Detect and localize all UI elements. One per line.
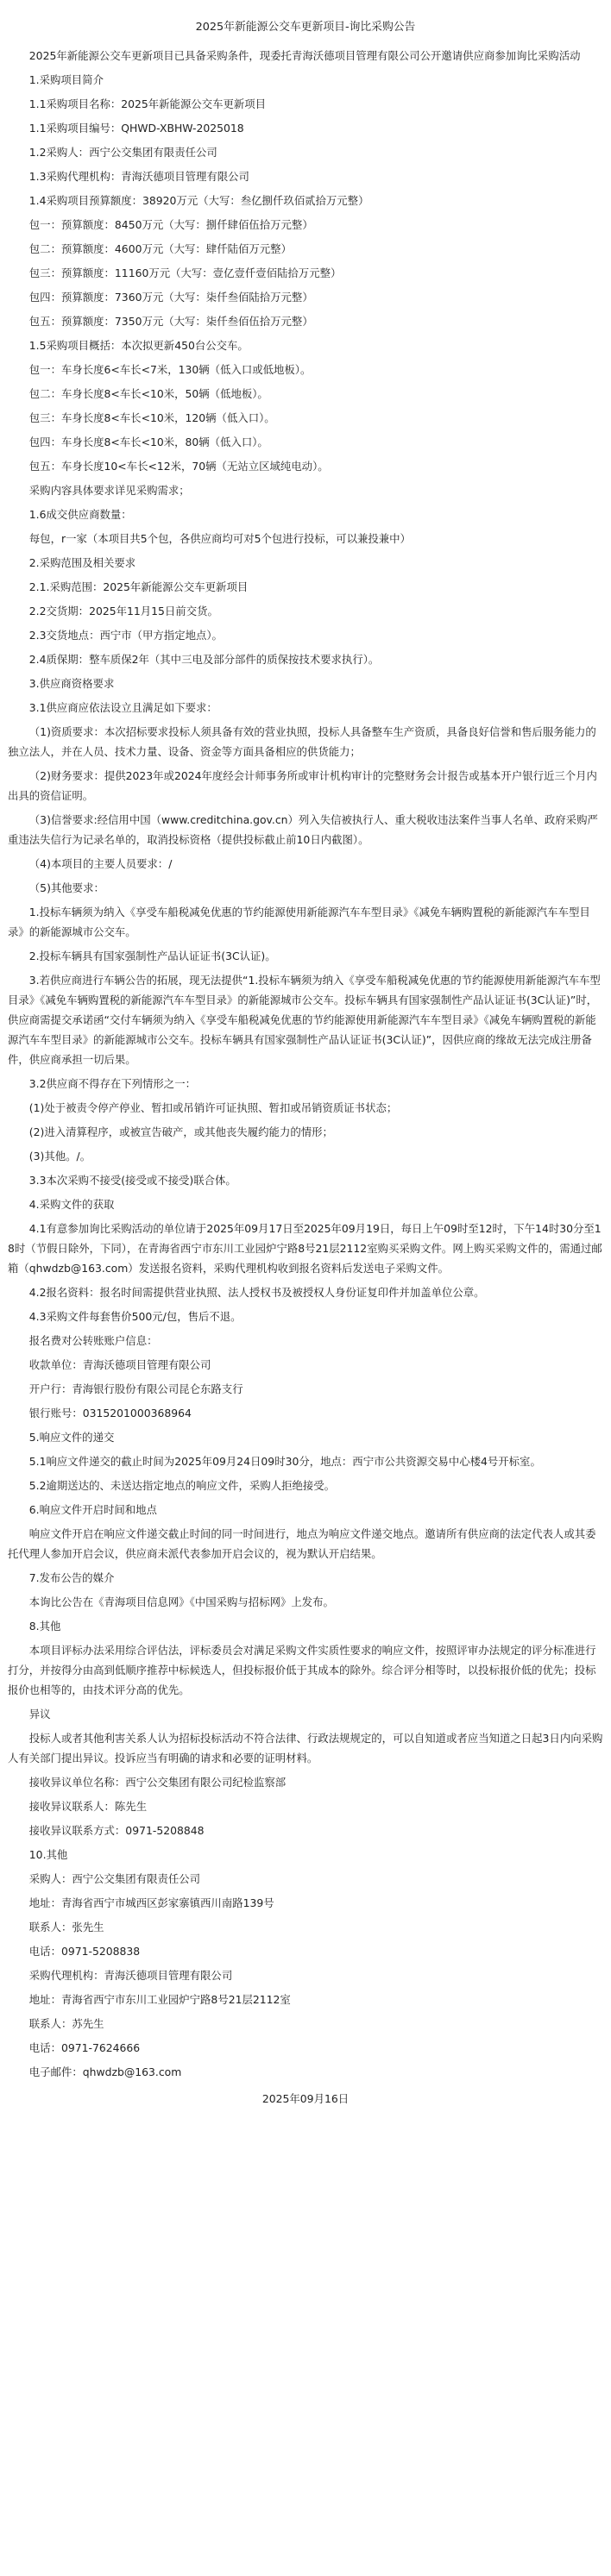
paragraph: 采购内容具体要求详见采购需求； [28,484,190,497]
paragraph: 3.供应商资格要求 [28,677,115,690]
paragraph: （3)信誉要求:经信用中国（www.creditchina.gov.cn）列入失信被执行人、重大税收违法案件当事人名单、政府采购严重违法失信行为记录名单的，取消投标资格（提供投标截止前10日内截图）。 [8,813,598,846]
paragraph: 包五：车身长度10<车长<12米，70辆（无站立区域纯电动）。 [28,460,329,473]
paragraph: 3.2供应商不得存在下列情形之一： [28,1077,196,1090]
announcement-body [8,46,603,2082]
paragraph: 2.4质保期：整车质保2年（其中三电及部分部件的质保按技术要求执行）。 [28,653,380,666]
paragraph: 8.其他 [28,1620,61,1633]
paragraph: (2)进入清算程序，或被宣告破产，或其他丧失履约能力的情形； [28,1125,333,1138]
paragraph: 地址：青海省西宁市城西区彭家寨镇西川南路139号 [28,1896,274,1909]
paragraph: 电话：0971-7624666 [28,2041,141,2054]
paragraph: 3.若供应商进行车辆公告的拓展，现无法提供“1.投标车辆须为纳入《享受车船税减免优惠的节约能源使用新能源汽车车型目录》《减免车辆购置税的新能源汽车车型目录》的新能源城市公交车。投标车辆具有国家强制性产品认证证书(3C认证)”时，供应商需提交承诺函“交付车辆须为纳入《享受车船税减免优惠的节约能源使用新能源汽车车型目录》《减免车辆购置税的新能源汽车车型目录》的新能源城市公交车。投标车辆具有国家强制性产品认证证书(3C认证)”，因供应商的缘故无法完成注册备件，供应商承担一切后果。 [8,974,601,1066]
paragraph: 接收异议联系方式：0971-5208848 [28,1824,205,1837]
paragraph: 1.采购项目简介 [28,73,104,86]
paragraph: 地址：青海省西宁市东川工业园炉宁路8号21层2112室 [28,1993,291,2006]
paragraph: 异议 [28,1708,51,1720]
paragraph: 1.4采购项目预算额度：38920万元（大写：叁亿捌仟玖佰贰拾万元整） [28,194,369,207]
paragraph: 采购人：西宁公交集团有限责任公司 [28,1872,201,1885]
paragraph: 2.投标车辆具有国家强制性产品认证证书(3C认证)。 [28,950,276,962]
paragraph: 收款单位：青海沃德项目管理有限公司 [28,1358,211,1371]
paragraph: 1.投标车辆须为纳入《享受车船税减免优惠的节约能源使用新能源汽车车型目录》《减免车辆购置税的新能源汽车车型目录》的新能源城市公交车。 [8,906,590,938]
paragraph: 2.采购范围及相关要求 [28,556,136,569]
paragraph: 3.1供应商应依法设立且满足如下要求： [28,701,217,714]
paragraph: 每包，r一家（本项目共5个包，各供应商均可对5个包进行投标，可以兼投兼中） [28,532,411,545]
paragraph: 电子邮件：qhwdzb@163.com [28,2065,182,2078]
paragraph: 包一：车身长度6<车长<7米，130辆（低入口或低地板）。 [28,363,312,376]
paragraph: 采购代理机构：青海沃德项目管理有限公司 [28,1969,233,1982]
paragraph: 包二：车身长度8<车长<10米，50辆（低地板）。 [28,387,268,400]
paragraph: 接收异议联系人：陈先生 [28,1800,148,1813]
paragraph: 银行账号：0315201000368964 [28,1407,192,1420]
paragraph: 包五：预算额度：7350万元（大写：柒仟叁佰伍拾万元整） [28,315,313,328]
paragraph: 4.2报名资料：报名时间需提供营业执照、法人授权书及被授权人身份证复印件并加盖单位公章。 [28,1286,485,1299]
paragraph: 2025年新能源公交车更新项目已具备采购条件，现委托青海沃德项目管理有限公司公开邀请供应商参加询比采购活动 [28,49,581,62]
paragraph: 本询比公告在《青海项目信息网》《中国采购与招标网》上发布。 [28,1595,334,1608]
paragraph: 包一：预算额度：8450万元（大写：捌仟肆佰伍拾万元整） [28,218,313,231]
paragraph: （1)资质要求：本次招标要求投标人须具备有效的营业执照，投标人具备整车生产资质，具备良好信誉和售后服务能力的独立法人，并在人员、技术力量、设备、资金等方面具备相应的供货能力； [8,725,596,758]
page-title: 2025年新能源公交车更新项目-询比采购公告 [195,21,416,34]
paragraph: 联系人：苏先生 [28,2017,104,2030]
paragraph: 2.3交货地点：西宁市（甲方指定地点）。 [28,629,223,642]
paragraph: 1.5采购项目概括：本次拟更新450台公交车。 [28,339,249,352]
paragraph: 1.2采购人：西宁公交集团有限责任公司 [28,146,217,159]
paragraph: 1.6成交供应商数量： [28,508,132,521]
paragraph: 包四：车身长度8<车长<10米，80辆（低入口）。 [28,436,268,448]
paragraph: 6.响应文件开启时间和地点 [28,1503,157,1516]
publish-date: 2025年09月16日 [261,2092,350,2105]
paragraph: 2.1.采购范围：2025年新能源公交车更新项目 [28,580,249,593]
paragraph: 包三：车身长度8<车长<10米，120辆（低入口）。 [28,411,275,424]
paragraph: 4.1有意参加询比采购活动的单位请于2025年09月17日至2025年09月19日，每日上午09时至12时，下午14时30分至18时（节假日除外，下同），在青海省西宁市东川工业园炉宁路8号21层2112室购买采购文件。网上购买采购文件的，需通过邮箱（qhwdzb@163.com）发送报名资料，采购代理机构收到报名资料后发送电子采购文件。 [8,1222,602,1275]
paragraph: 1.1采购项目编号：QHWD-XBHW-2025018 [28,122,244,135]
paragraph: 3.3本次采购不接受(接受或不接受)联合体。 [28,1174,236,1187]
paragraph: 包四：预算额度：7360万元（大写：柒仟叁佰陆拾万元整） [28,291,313,304]
paragraph: 开户行：青海银行股份有限公司昆仑东路支行 [28,1382,243,1395]
paragraph: 7.发布公告的媒介 [28,1571,115,1584]
paragraph: 4.3采购文件每套售价500元/包，售后不退。 [28,1310,242,1323]
paragraph: 包三：预算额度：11160万元（大写：壹亿壹仟壹佰陆拾万元整） [28,266,342,279]
paragraph: 5.1响应文件递交的截止时间为2025年09月24日09时30分，地点：西宁市公共资源交易中心楼4号开标室。 [28,1455,541,1468]
paragraph: 4.采购文件的获取 [28,1198,115,1211]
paragraph: 接收异议单位名称：西宁公交集团有限公司纪检监察部 [28,1776,287,1789]
paragraph: 1.1采购项目名称：2025年新能源公交车更新项目 [28,97,267,110]
paragraph: （5)其他要求： [28,881,104,894]
paragraph: 10.其他 [28,1848,68,1861]
paragraph: 本项目评标办法采用综合评估法，评标委员会对满足采购文件实质性要求的响应文件，按照评审办法规定的评分标准进行打分，并按得分由高到低顺序推荐中标候选人，但投标报价低于其成本的除外。综合评分相等时，以投标报价低的优先；投标报价也相等的，由技术评分高的优先。 [8,1644,596,1696]
paragraph: 投标人或者其他利害关系人认为招标投标活动不符合法律、行政法规规定的，可以自知道或者应当知道之日起3日内向采购人有关部门提出异议。投诉应当有明确的请求和必要的证明材料。 [8,1732,603,1764]
paragraph: 响应文件开启在响应文件递交截止时间的同一时间进行，地点为响应文件递交地点。邀请所有供应商的法定代表人或其委托代理人参加开启会议，供应商未派代表参加开启会议的，视为默认开启结果。 [8,1527,596,1560]
paragraph: 5.2逾期送达的、未送达指定地点的响应文件，采购人拒绝接受。 [28,1479,336,1492]
paragraph: （4)本项目的主要人员要求：/ [28,857,173,870]
paragraph: 5.响应文件的递交 [28,1431,115,1444]
paragraph: 报名费对公转账账户信息： [28,1334,158,1347]
paragraph: (3)其他。/。 [28,1150,91,1163]
paragraph: 2.2交货期：2025年11月15日前交货。 [28,605,218,617]
paragraph: 电话：0971-5208838 [28,1945,141,1958]
paragraph: （2)财务要求：提供2023年或2024年度经会计师事务所或审计机构审计的完整财务会计报告或基本开户银行近三个月内出具的资信证明。 [8,769,597,802]
paragraph: 包二：预算额度：4600万元（大写：肆仟陆佰万元整） [28,242,292,255]
paragraph: 1.3采购代理机构：青海沃德项目管理有限公司 [28,170,249,183]
paragraph: (1)处于被责令停产停业、暂扣或吊销许可证执照、暂扣或吊销资质证书状态； [28,1101,398,1114]
paragraph: 联系人：张先生 [28,1921,104,1934]
